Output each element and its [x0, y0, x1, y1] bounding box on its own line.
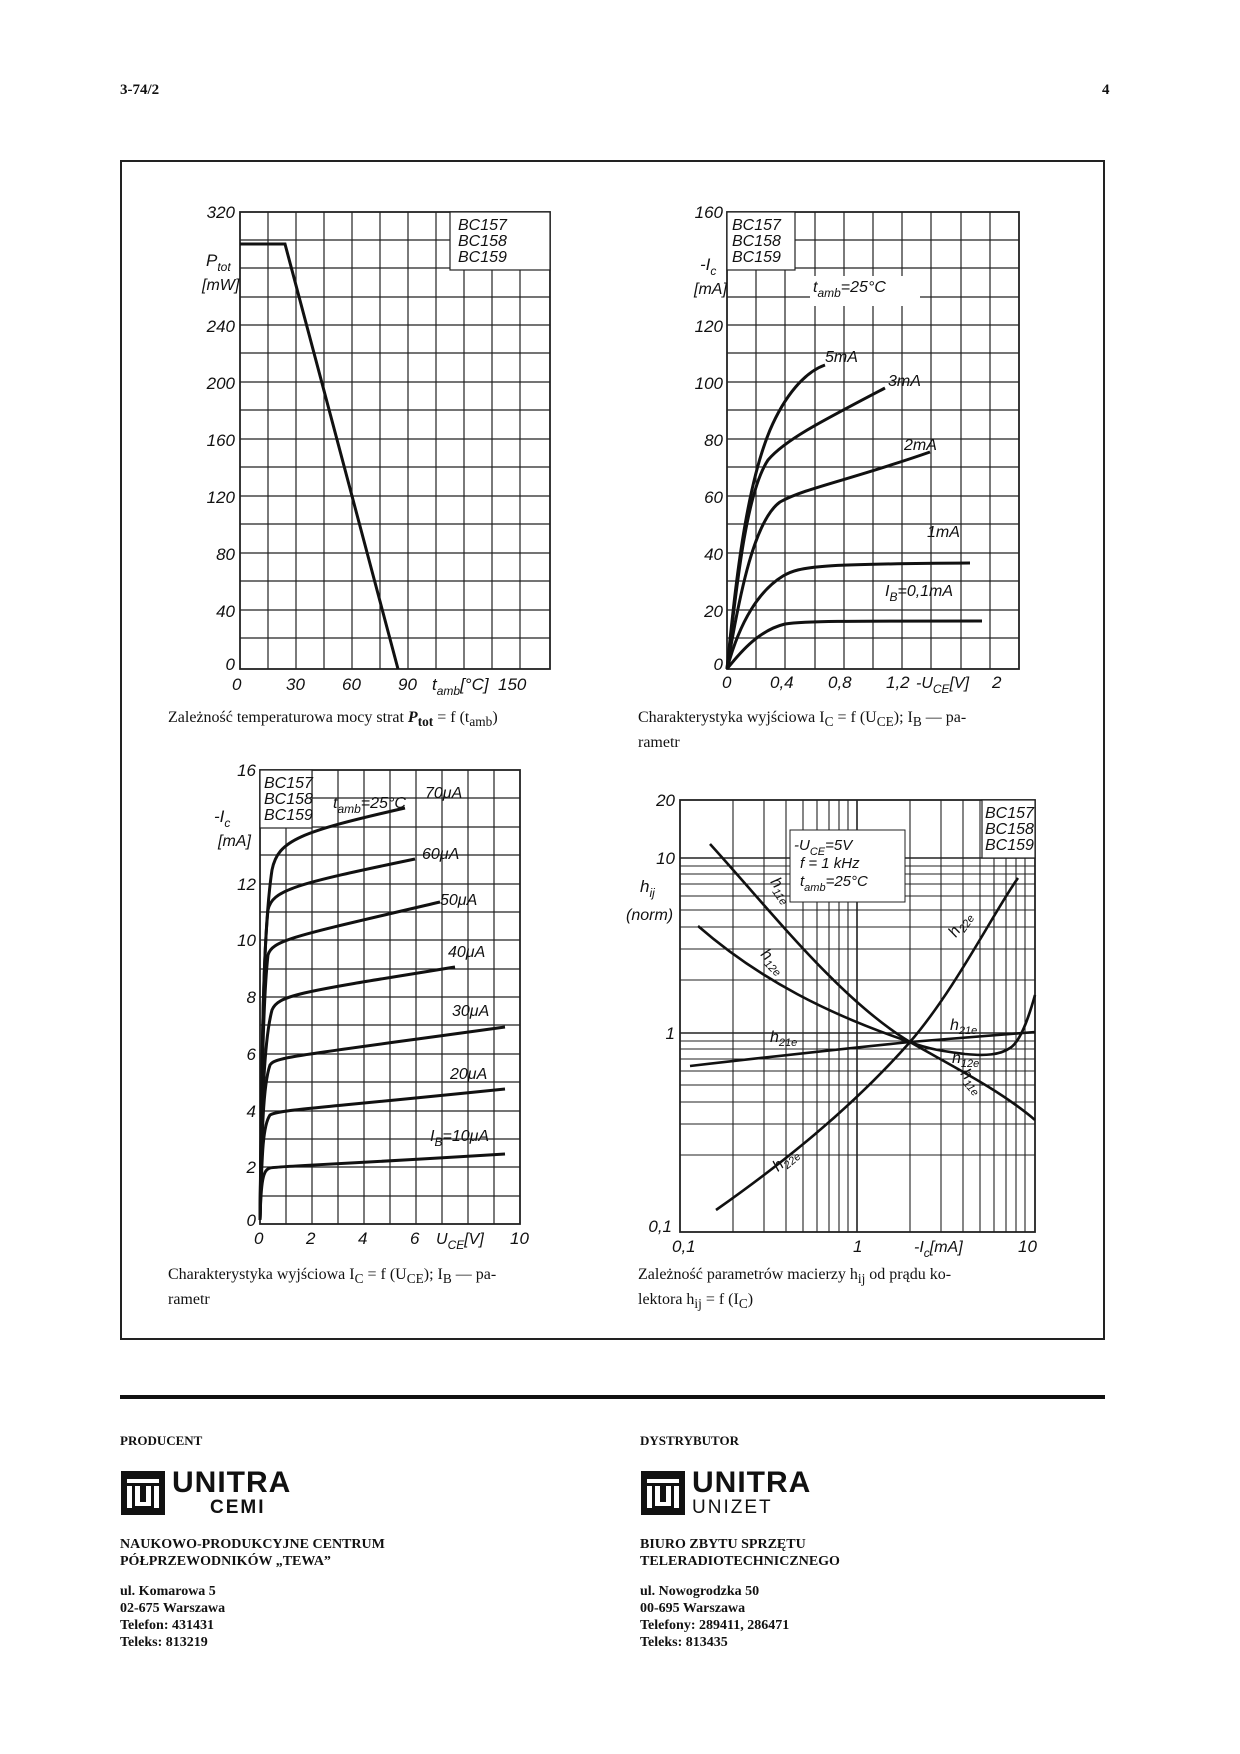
out1-ytick-20: 20 — [704, 602, 723, 621]
ptot-model-3: BC159 — [458, 249, 507, 266]
document-code: 3-74/2 — [120, 82, 160, 98]
out2-ytick-2: 2 — [246, 1158, 256, 1177]
h-ylabel: $h_{ij}$ — [640, 877, 655, 900]
out2-label-60uA: 60μA — [422, 846, 460, 863]
out1-model-2: BC158 — [732, 233, 781, 250]
ptot-xtick-30: 30 — [286, 675, 305, 694]
h-yunit: (norm) — [626, 907, 674, 924]
h-xlabel: $-I_c[mA]$ — [914, 1239, 963, 1260]
out2-ytick-12: 12 — [237, 875, 256, 894]
out1-label-5mA: 5mA — [825, 349, 858, 366]
ptot-xtick-90: 90 — [398, 675, 417, 694]
out1-label-1mA: 1mA — [927, 524, 960, 541]
distributor-org — [640, 1536, 840, 1570]
h-curve-h22e — [716, 878, 1018, 1210]
h-xtick-1: 1 — [853, 1237, 863, 1256]
ptot-ylabel: $P_{tot}$ — [206, 251, 231, 274]
producer-org-line2: PÓŁPRZEWODNIKÓW „TEWA” — [120, 1554, 331, 1569]
ptot-yunit: [mW] — [202, 277, 240, 294]
producer-street: ul. Komarowa 5 — [120, 1584, 216, 1599]
out2-xtick-4: 4 — [358, 1229, 368, 1248]
out1-curves — [727, 365, 982, 669]
out1-xtick-2: 2 — [992, 673, 1002, 692]
out2-ytick-4: 4 — [246, 1102, 256, 1121]
chart-ptot — [120, 160, 620, 720]
distributor-telex: Teleks: 813435 — [640, 1635, 728, 1650]
out1-ytick-120: 120 — [694, 317, 723, 336]
out1-xtick-0-4: 0,4 — [770, 673, 794, 692]
out2-xtick-6: 6 — [410, 1229, 420, 1248]
h-ytick-20: 20 — [656, 791, 675, 810]
h-label-h11e-right: $h_{11e}$ — [956, 1065, 981, 1099]
ptot-xtick-0: 0 — [232, 675, 242, 694]
producer-sub-brand: CEMI — [210, 1497, 266, 1518]
distributor-street: ul. Nowogrodzka 50 — [640, 1584, 760, 1599]
producer-city: 02-675 Warszawa — [120, 1601, 226, 1616]
out2-ytick-6: 6 — [246, 1045, 256, 1064]
out2-condition: $t_{amb}=25^\circ C$ — [333, 795, 406, 816]
h-label-h22e-upper: $h_{22e}$ — [945, 912, 978, 941]
producer-telex: Teleks: 813219 — [120, 1635, 208, 1650]
h-label-h21e: $h_{21e}$ — [770, 1029, 798, 1049]
distributor-address — [640, 1583, 789, 1651]
producer-brand: UNITRA — [172, 1466, 292, 1499]
out1-caption: Charakterystyka wyjściowa $I_C = f$ $(U_{CE})$; $I_B$ — pa- rametr — [638, 709, 967, 752]
h-xtick-0-1: 0,1 — [672, 1237, 696, 1256]
out1-yunit: [mA] — [694, 281, 727, 298]
out2-label-10uA: $I_B=10\mu A$ — [430, 1128, 490, 1149]
distributor-org-line2: TELERADIOTECHNICZNEGO — [640, 1554, 840, 1569]
h-ytick-1: 1 — [665, 1024, 675, 1043]
h-label-h11e: $h_{11e}$ — [766, 874, 790, 908]
out1-xtick-1-2: 1,2 — [886, 673, 910, 692]
distributor-city: 00-695 Warszawa — [640, 1601, 746, 1616]
out1-curve-3mA — [727, 388, 885, 669]
out1-condition: $t_{amb}=25^\circ C$ — [813, 279, 886, 300]
out1-model-3: BC159 — [732, 249, 781, 266]
footer-divider — [120, 1395, 1105, 1399]
ptot-xtick-60: 60 — [342, 675, 361, 694]
ptot-ytick-40: 40 — [216, 602, 235, 621]
out2-ytick-8: 8 — [246, 988, 256, 1007]
ptot-xlabel: $t_{amb}[^\circ C]$ — [432, 675, 489, 698]
h-condition-tamb: $t_{amb}=25^\circ C$ — [800, 873, 868, 894]
out2-label-50uA: 50μA — [440, 892, 478, 909]
ptot-grid — [240, 212, 550, 669]
h-model-2: BC158 — [985, 821, 1034, 838]
out2-curve-70uA — [260, 808, 405, 1220]
out1-xtick-0: 0 — [722, 673, 732, 692]
producer-phone: Telefon: 431431 — [120, 1618, 214, 1633]
page-number: 4 — [1102, 82, 1110, 98]
out2-ytick-16: 16 — [237, 761, 256, 780]
h-caption: Zależność parametrów macierzy $h_{ij}$ od prądu ko- lektora $h_{ij} = f$ $(I_C)$ — [638, 1266, 952, 1312]
out1-label-3mA: 3mA — [888, 373, 921, 390]
out2-ytick-0: 0 — [246, 1211, 256, 1230]
out2-xtick-2: 2 — [306, 1229, 316, 1248]
h-label-h22e-lower: $h_{22e}$ — [769, 1150, 804, 1176]
ptot-ytick-120: 120 — [206, 488, 235, 507]
out2-xtick-10: 10 — [510, 1229, 529, 1248]
ptot-caption: Zależność temperaturowa mocy strat $P_{tot} = f$ $(t_{amb})$ — [168, 709, 498, 730]
distributor-phone: Telefony: 289411, 286471 — [640, 1618, 790, 1633]
producer-label: PRODUCENT — [120, 1433, 203, 1448]
out2-curve-50uA — [260, 902, 440, 1220]
out2-curve-40uA — [260, 967, 455, 1220]
h-ytick-10: 10 — [656, 849, 675, 868]
unitra-logo-icon — [640, 1470, 686, 1516]
ptot-ytick-160: 160 — [206, 431, 235, 450]
h-condition-freq: f = 1 kHz — [800, 855, 860, 872]
out1-ytick-40: 40 — [704, 545, 723, 564]
producer-address — [120, 1583, 225, 1651]
producer-org-line1: NAUKOWO-PRODUKCYJNE CENTRUM — [120, 1537, 385, 1552]
out2-label-70uA: 70μA — [425, 785, 463, 802]
h-condition-uce: $-U_{CE}=5V$ — [794, 837, 853, 858]
out1-xtick-0-8: 0,8 — [828, 673, 852, 692]
out1-ylabel: $-I_c$ — [700, 255, 717, 278]
chart-output-2 — [160, 760, 580, 1260]
ptot-ytick-0: 0 — [225, 655, 235, 674]
out1-ytick-80: 80 — [704, 431, 723, 450]
out1-ytick-60: 60 — [704, 488, 723, 507]
h-label-h12e: $h_{12e}$ — [757, 945, 783, 980]
out2-caption: Charakterystyka wyjściowa $I_C = f$ $(U_{CE})$; $I_B$ — pa- rametr — [168, 1266, 497, 1309]
out2-ytick-10: 10 — [237, 931, 256, 950]
h-xtick-10: 10 — [1018, 1237, 1037, 1256]
out2-yunit: [mA] — [218, 833, 251, 850]
out2-label-40uA: 40μA — [448, 944, 486, 961]
h-ytick-0-1: 0,1 — [648, 1217, 672, 1236]
out2-ylabel: $-I_c$ — [214, 807, 231, 830]
out2-label-20uA: 20μA — [450, 1066, 488, 1083]
distributor-label: DYSTRYBUTOR — [640, 1433, 739, 1448]
out2-model-3: BC159 — [264, 807, 313, 824]
h-label-h21e-right: $h_{21e}$ — [950, 1017, 978, 1037]
h-model-3: BC159 — [985, 837, 1034, 854]
ptot-ytick-240: 240 — [206, 317, 235, 336]
out1-ytick-100: 100 — [694, 374, 723, 393]
out2-model-2: BC158 — [264, 791, 313, 808]
out1-curve-1mA — [727, 563, 970, 669]
out1-curve-0-1mA — [727, 621, 982, 669]
ptot-derating-curve — [240, 244, 398, 669]
out2-label-30uA: 30μA — [452, 1003, 490, 1020]
chart-output-1 — [620, 160, 1105, 720]
ptot-xtick-150: 150 — [498, 675, 527, 694]
unitra-logo-icon — [120, 1470, 166, 1516]
out1-model-1: BC157 — [732, 217, 781, 234]
ptot-model-1: BC157 — [458, 217, 507, 234]
distributor-brand: UNITRA — [692, 1466, 812, 1499]
ptot-model-2: BC158 — [458, 233, 507, 250]
ptot-ytick-200: 200 — [206, 374, 235, 393]
out1-xlabel: $-U_{CE}[V]$ — [916, 675, 970, 696]
ptot-ytick-320: 320 — [206, 203, 235, 222]
out1-ytick-160: 160 — [694, 203, 723, 222]
out1-ytick-0: 0 — [713, 655, 723, 674]
ptot-ytick-80: 80 — [216, 545, 235, 564]
out2-model-1: BC157 — [264, 775, 313, 792]
h-label-h12e-right: $h_{12e}$ — [952, 1050, 980, 1070]
producer-org — [120, 1536, 385, 1570]
distributor-sub-brand: UNIZET — [692, 1497, 773, 1518]
out2-xlabel: $U_{CE}[V]$ — [436, 1231, 484, 1252]
distributor-org-line1: BIURO ZBYTU SPRZĘTU — [640, 1537, 806, 1552]
out1-label-2mA: 2mA — [904, 437, 937, 454]
chart-h-parameters — [610, 780, 1105, 1260]
out2-xtick-0: 0 — [254, 1229, 264, 1248]
out1-label-0-1mA: $I_B=0,1mA$ — [885, 583, 954, 604]
h-model-1: BC157 — [985, 805, 1034, 822]
